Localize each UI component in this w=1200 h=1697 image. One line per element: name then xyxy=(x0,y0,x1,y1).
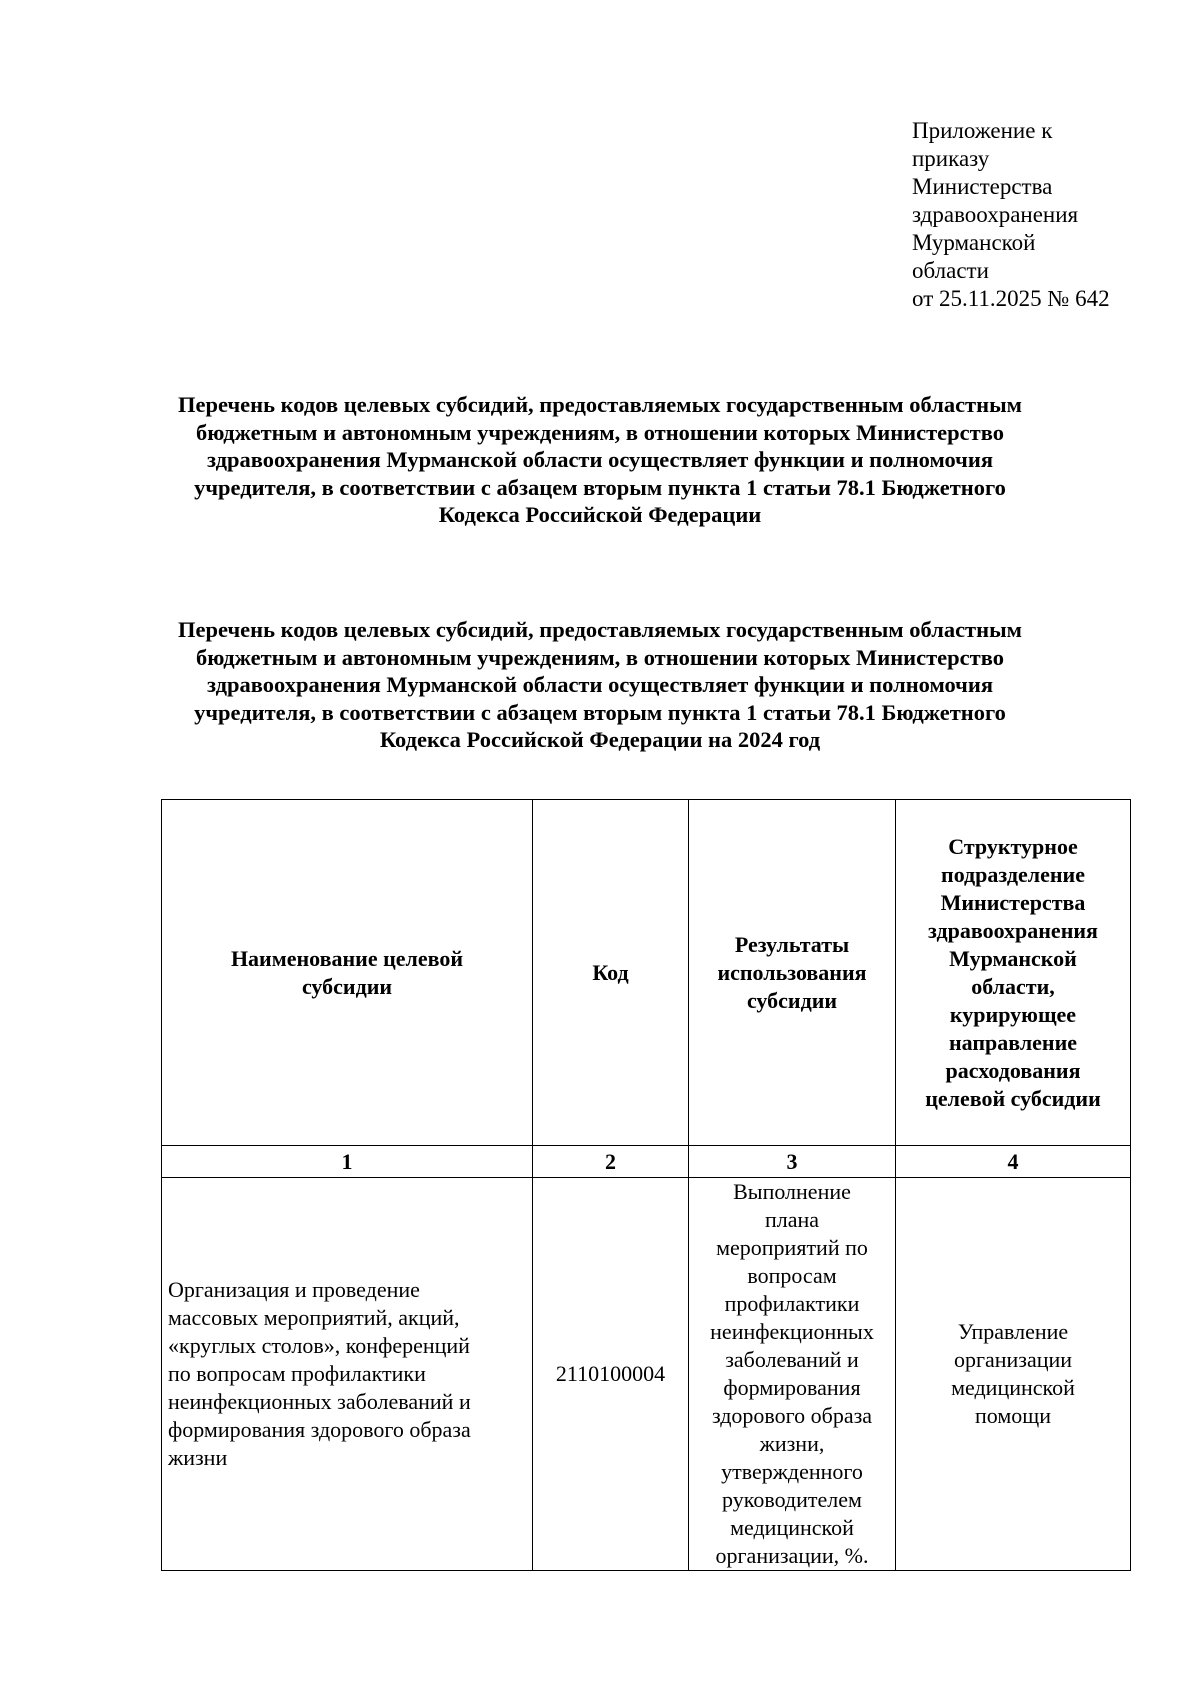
header-results: Результаты использования субсидии xyxy=(689,800,896,1146)
appendix-line: Мурманской xyxy=(912,230,1036,255)
title-line: Кодекса Российской Федерации на 2024 год xyxy=(379,727,821,752)
column-number: 2 xyxy=(533,1146,689,1178)
subsidy-name-cell: Организация и проведение массовых мероприятий, акций, «круглых столов», конференций по вопросам профилактики неинфекционных заболеваний и формирования здорового образа жизни xyxy=(162,1178,533,1571)
title-line: здравоохранения Мурманской области осуществляет функции и полномочия xyxy=(206,672,994,697)
header-code: Код xyxy=(533,800,689,1146)
title-line: Кодекса Российской Федерации xyxy=(438,502,762,527)
title-line: бюджетным и автономным учреждениям, в отношении которых Министерство xyxy=(196,644,1004,670)
appendix-line: приказу xyxy=(912,146,990,171)
column-number-row xyxy=(162,1146,1131,1178)
appendix-note xyxy=(912,117,1172,313)
title-line: Перечень кодов целевых субсидий, предоставляемых государственным областным xyxy=(178,617,1022,642)
table-header-row xyxy=(162,800,1131,1146)
title-line: Перечень кодов целевых субсидий, предоставляемых государственным областным xyxy=(178,392,1022,417)
header-department: Структурное подразделение Министерства здравоохранения Мурманской области, курирующее направление расходования целевой субсидии xyxy=(896,800,1131,1146)
column-number: 1 xyxy=(162,1146,533,1178)
column-number: 3 xyxy=(689,1146,896,1178)
title-line: бюджетным и автономным учреждениям, в отношении которых Министерство xyxy=(196,419,1004,445)
subsidy-results-cell: Выполнение плана мероприятий по вопросам профилактики неинфекционных заболеваний и формирования здорового образа жизни, утвержденного руководителем медицинской организации, %. xyxy=(689,1178,896,1571)
appendix-line: Приложение к xyxy=(912,118,1053,143)
subsidy-code-cell: 2110100004 xyxy=(533,1178,689,1571)
table-title xyxy=(160,616,1040,754)
subsidies-table xyxy=(161,799,1131,1571)
appendix-line: здравоохранения xyxy=(912,202,1079,227)
title-line: учредителя, в соответствии с абзацем вторым пункта 1 статьи 78.1 Бюджетного xyxy=(194,699,1006,725)
header-subsidy-name: Наименование целевой субсидии xyxy=(162,800,533,1146)
appendix-line: области xyxy=(912,258,989,283)
title-line: здравоохранения Мурманской области осуществляет функции и полномочия xyxy=(206,447,994,472)
document-title xyxy=(160,391,1040,529)
title-line: учредителя, в соответствии с абзацем вторым пункта 1 статьи 78.1 Бюджетного xyxy=(194,474,1006,500)
subsidy-department-cell: Управление организации медицинской помощи xyxy=(896,1178,1131,1571)
column-number: 4 xyxy=(896,1146,1131,1178)
appendix-line: Министерства xyxy=(912,174,1053,199)
table-row xyxy=(162,1178,1131,1571)
appendix-date-number: от 25.11.2025 № 642 xyxy=(912,286,1110,311)
